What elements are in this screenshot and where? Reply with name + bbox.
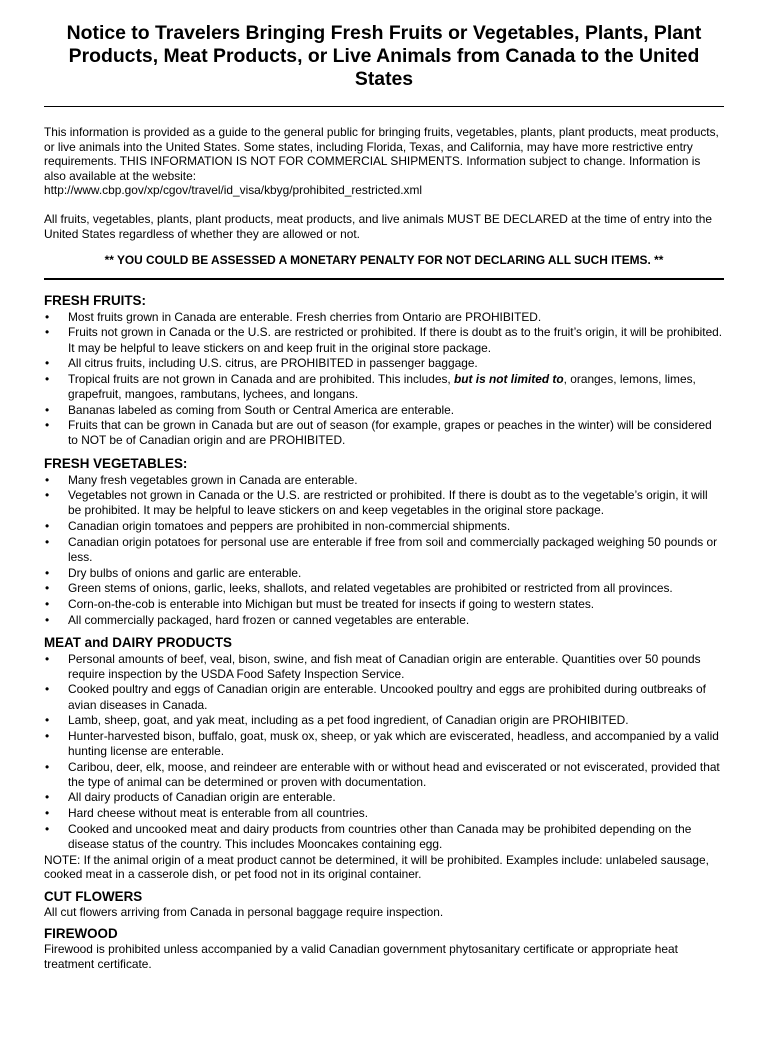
list-item: • All commercially packaged, hard frozen or canned vegetables are enterable.: [44, 613, 724, 628]
cut-flowers-text: All cut flowers arriving from Canada in personal baggage require inspection.: [44, 904, 444, 919]
list-item: • Fruits that can be grown in Canada but are out of season (for example, grapes or peaches in the winter) will be considered to NOT be of Canadian origin and are PROHIBITED.: [44, 418, 724, 448]
tropical-emphasis: but is not limited to: [454, 371, 564, 386]
tropical-text: Tropical fruits are not grown in Canada and are prohibited. This includes,: [68, 371, 454, 386]
tropical-tail: , oranges, lemons, limes, grapefruit, mangoes, rambutans, lychees, and longans.: [68, 371, 696, 401]
list-item: • All dairy products of Canadian origin are enterable.: [44, 790, 724, 805]
fresh-fruits-heading: FRESH FRUITS:: [44, 292, 146, 308]
intro-paragraph: [44, 125, 724, 198]
list-item: • Cooked poultry and eggs of Canadian origin are enterable. Uncooked poultry and eggs are prohibited during outbreaks of avian diseases in Canada.: [44, 682, 724, 712]
website-link[interactable]: http://www.cbp.gov/xp/cgov/travel/id_visa/kbyg/prohibited_restricted.xml: [44, 183, 423, 198]
list-item: • Dry bulbs of onions and garlic are enterable.: [44, 566, 724, 581]
list-item-tropical: [44, 372, 724, 402]
list-item: • Hard cheese without meat is enterable from all countries.: [44, 806, 724, 821]
firewood-text: Firewood is prohibited unless accompanied by a valid Canadian government phytosanitary certificate or appropriate heat treatment certificate.: [44, 942, 678, 971]
title-divider: [44, 106, 724, 107]
list-item: • Most fruits grown in Canada are enterable. Fresh cherries from Ontario are PROHIBITED.: [44, 310, 724, 325]
fresh-vegetables-list: [44, 473, 724, 628]
list-item: • Canadian origin potatoes for personal use are enterable if free from soil and commercially packaged weighing 50 pounds or less.: [44, 535, 724, 565]
list-item: • Lamb, sheep, goat, and yak meat, including as a pet food ingredient, of Canadian origin are PROHIBITED.: [44, 713, 724, 728]
list-item: • Hunter-harvested bison, buffalo, goat, musk ox, sheep, or yak which are eviscerated, headless, and accompanied by a valid hunting license are enterable.: [44, 729, 724, 759]
penalty-warning: ** YOU COULD BE ASSESSED A MONETARY PENALTY FOR NOT DECLARING ALL SUCH ITEMS. **: [104, 253, 664, 268]
list-item: • Fruits not grown in Canada or the U.S. are restricted or prohibited. If there is doubt as to the fruit’s origin, it will be prohibited. It may be helpful to leave stickers on and keep fruit in the original store package.: [44, 325, 724, 355]
list-item: • Vegetables not grown in Canada or the U.S. are restricted or prohibited. If there is doubt as to the vegetable’s origin, it will be prohibited. It may be helpful to leave stickers on and keep vegetables in the original store package.: [44, 488, 724, 518]
meat-dairy-heading: MEAT and DAIRY PRODUCTS: [44, 634, 232, 650]
list-item: • Corn-on-the-cob is enterable into Michigan but must be treated for insects if going to western states.: [44, 597, 724, 612]
list-item: • All citrus fruits, including U.S. citrus, are PROHIBITED in passenger baggage.: [44, 356, 724, 371]
intro-text: This information is provided as a guide to the general public for bringing fruits, vegetables, plants, plant products, meat products, or live animals into the United States. Some states, including Florida, Texas, and California, may have more restrictive entry requirements. THIS INFORMATION IS NOT FOR COMMERCIAL SHIPMENTS. Information subject to change. Information is also available at the website:: [44, 125, 719, 183]
fresh-vegetables-heading: FRESH VEGETABLES:: [44, 455, 188, 471]
list-item: • Personal amounts of beef, veal, bison, swine, and fish meat of Canadian origin are enterable. Quantities over 50 pounds require inspection by the USDA Food Safety Inspection Service.: [44, 652, 724, 682]
list-item: • Many fresh vegetables grown in Canada are enterable.: [44, 473, 724, 488]
meat-note: NOTE: If the animal origin of a meat product cannot be determined, it will be prohibited. Examples include: unlabeled sausage, cooked meat in a casserole dish, or pet food not in its original container.: [44, 852, 709, 882]
list-item: • Cooked and uncooked meat and dairy products from countries other than Canada may be prohibited depending on the disease status of the country. This includes Mooncakes containing egg.: [44, 822, 724, 852]
list-item: • Caribou, deer, elk, moose, and reindeer are enterable with or without head and eviscerated or not eviscerated, provided that the type of animal can be determined or proven with documentation.: [44, 760, 724, 790]
penalty-divider: [44, 278, 724, 280]
firewood-heading: FIREWOOD: [44, 926, 118, 942]
document-page: [0, 22, 768, 1046]
fresh-fruits-list: [44, 310, 724, 449]
page-title: Notice to Travelers Bringing Fresh Fruits or Vegetables, Plants, Plant Products, Meat Products, or Live Animals from Canada to the United States: [66, 22, 702, 90]
list-item: • Bananas labeled as coming from South or Central America are enterable.: [44, 403, 724, 418]
list-item: • Canadian origin tomatoes and peppers are prohibited in non-commercial shipments.: [44, 519, 724, 534]
cut-flowers-heading: CUT FLOWERS: [44, 888, 143, 904]
declaration-paragraph: All fruits, vegetables, plants, plant products, meat products, and live animals MUST BE DECLARED at the time of entry into the United States regardless of whether they are allowed or not.: [44, 211, 712, 241]
meat-dairy-list: [44, 652, 724, 852]
list-item: • Green stems of onions, garlic, leeks, shallots, and related vegetables are prohibited or restricted from all provinces.: [44, 581, 724, 596]
